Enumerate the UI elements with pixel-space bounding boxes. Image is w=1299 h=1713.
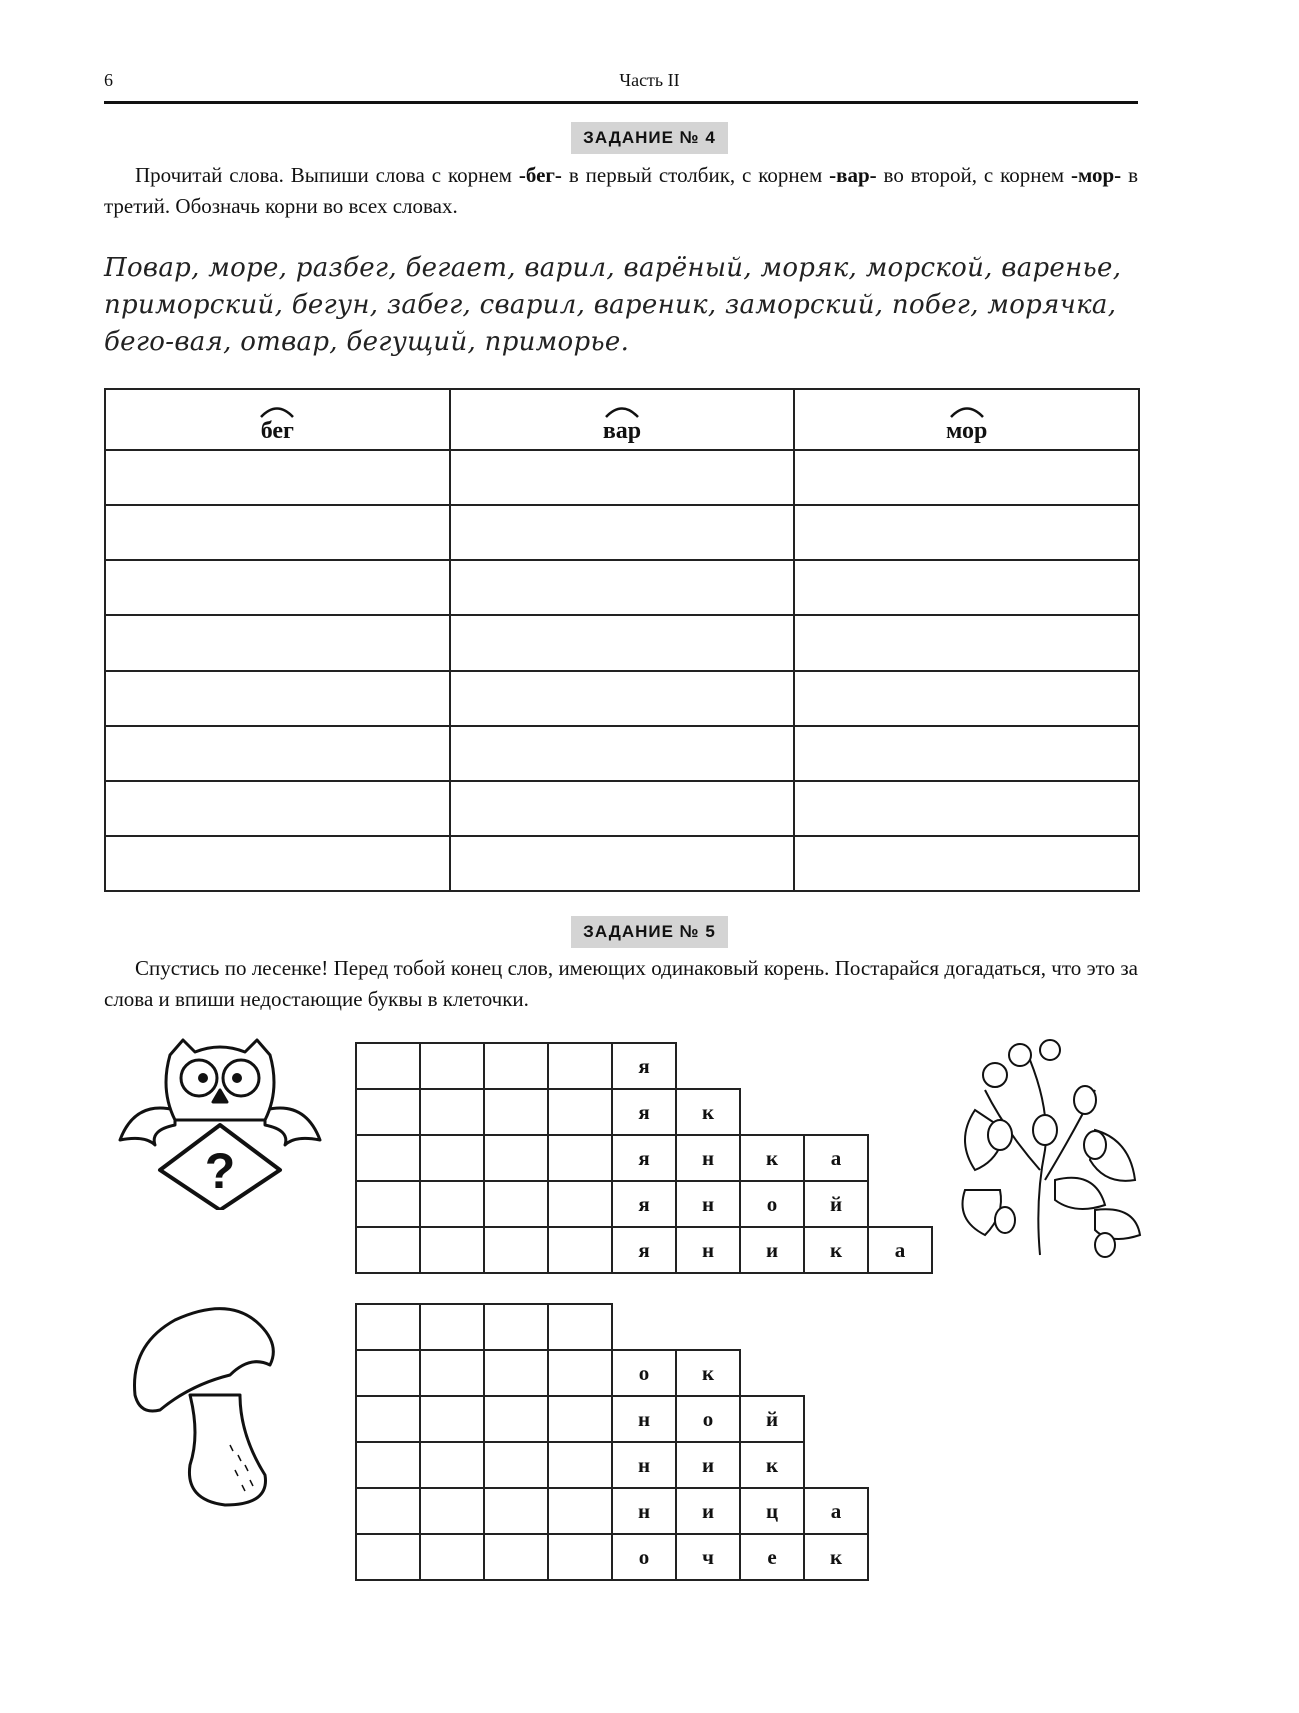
empty-letter-cell[interactable] [420,1396,484,1442]
root-column-header [794,389,1139,450]
empty-letter-cell[interactable] [356,1089,420,1135]
ladder-spacer [804,1442,868,1488]
task4-label: ЗАДАНИЕ № 4 [571,122,728,154]
given-letter-cell: о [612,1534,676,1580]
empty-letter-cell[interactable] [420,1350,484,1396]
answer-cell[interactable] [105,505,450,560]
given-letter-cell: я [612,1181,676,1227]
answer-cell[interactable] [450,615,795,670]
answer-cell[interactable] [794,560,1139,615]
empty-letter-cell[interactable] [420,1181,484,1227]
ladder-spacer [612,1304,676,1350]
instruction-segment: Прочитай слова. Выпиши слова с корнем [135,163,519,187]
given-letter-cell: к [804,1534,868,1580]
mushroom-icon [130,1305,295,1510]
table-row [105,505,1139,560]
question-mark: ? [204,1143,236,1199]
owl-question-icon [115,1030,325,1210]
roots-table-header [105,389,1139,450]
answer-cell[interactable] [105,836,450,891]
ladder-spacer [804,1396,868,1442]
empty-letter-cell[interactable] [420,1227,484,1273]
root-label [946,418,987,445]
root-text: мор [945,418,988,444]
empty-letter-cell[interactable] [484,1181,548,1227]
ladder-spacer [804,1043,868,1089]
roots-table-body [105,450,1139,891]
given-letter-cell: н [676,1181,740,1227]
given-letter-cell: к [804,1227,868,1273]
empty-letter-cell[interactable] [484,1350,548,1396]
given-letter-cell: о [676,1396,740,1442]
answer-cell[interactable] [105,781,450,836]
task4-label-wrap [0,122,1299,154]
root-arc-icon [604,404,640,418]
strawberry-plant-icon [945,1020,1145,1260]
given-letter-cell: я [612,1135,676,1181]
given-letter-cell: а [804,1135,868,1181]
ladder-row [356,1396,868,1442]
given-letter-cell: н [612,1442,676,1488]
table-row [105,781,1139,836]
answer-cell[interactable] [794,671,1139,726]
ladder-spacer [868,1043,932,1089]
ladder2-grid [355,1303,869,1581]
answer-cell[interactable] [450,505,795,560]
empty-letter-cell[interactable] [548,1488,612,1534]
answer-cell[interactable] [794,505,1139,560]
empty-letter-cell[interactable] [356,1304,420,1350]
ladder-row [356,1227,932,1273]
empty-letter-cell[interactable] [484,1304,548,1350]
task5-instruction [104,953,1138,1015]
ladder-spacer [804,1304,868,1350]
roots-table [104,388,1140,892]
ladder-spacer [676,1043,740,1089]
empty-letter-cell[interactable] [356,1227,420,1273]
ladder-row [356,1534,868,1580]
answer-cell[interactable] [450,781,795,836]
root-highlight: -мор- [1070,163,1122,187]
table-row [105,836,1139,891]
empty-letter-cell[interactable] [548,1135,612,1181]
ladder-row [356,1488,868,1534]
given-letter-cell: я [612,1043,676,1089]
empty-letter-cell[interactable] [356,1396,420,1442]
root-column-header [450,389,795,450]
ladder-spacer [868,1181,932,1227]
answer-cell[interactable] [105,671,450,726]
empty-letter-cell[interactable] [548,1396,612,1442]
empty-letter-cell[interactable] [548,1304,612,1350]
ladder-row [356,1135,932,1181]
empty-letter-cell[interactable] [484,1089,548,1135]
table-row [105,450,1139,505]
empty-letter-cell[interactable] [484,1488,548,1534]
empty-letter-cell[interactable] [420,1089,484,1135]
task5-label: ЗАДАНИЕ № 5 [571,916,728,948]
empty-letter-cell[interactable] [356,1043,420,1089]
given-letter-cell: н [612,1396,676,1442]
ladder-row [356,1304,868,1350]
table-row [105,560,1139,615]
task4-instruction-text [104,163,1138,218]
given-letter-cell: я [612,1227,676,1273]
ladder-row [356,1181,932,1227]
given-letter-cell: н [612,1488,676,1534]
ladder-row [356,1043,932,1089]
given-letter-cell: н [676,1227,740,1273]
answer-cell[interactable] [105,560,450,615]
instruction-segment: в первый столбик, с корнем [561,163,830,187]
answer-cell[interactable] [794,836,1139,891]
task4-word-list: Повар, море, разбег, бегает, варил, варёный, моряк, морской, варенье, приморский, бегун, забег, сварил, вареник, заморский, побег, морячка, бего-вая, отвар, бегущий, приморье. [104,253,1122,357]
empty-letter-cell[interactable] [356,1534,420,1580]
answer-cell[interactable] [105,450,450,505]
table-row [105,726,1139,781]
empty-letter-cell[interactable] [420,1488,484,1534]
empty-letter-cell[interactable] [484,1043,548,1089]
answer-cell[interactable] [450,836,795,891]
part-title: Часть II [619,70,680,90]
given-letter-cell: я [612,1089,676,1135]
answer-cell[interactable] [105,726,450,781]
empty-letter-cell[interactable] [356,1135,420,1181]
empty-letter-cell[interactable] [548,1227,612,1273]
ladder-spacer [804,1350,868,1396]
empty-letter-cell[interactable] [484,1442,548,1488]
empty-letter-cell[interactable] [420,1304,484,1350]
empty-letter-cell[interactable] [548,1350,612,1396]
empty-letter-cell[interactable] [548,1089,612,1135]
ladder-spacer [868,1135,932,1181]
table-row [105,671,1139,726]
given-letter-cell: и [676,1488,740,1534]
ladder-spacer [676,1304,740,1350]
answer-cell[interactable] [450,450,795,505]
given-letter-cell: ч [676,1534,740,1580]
empty-letter-cell[interactable] [548,1534,612,1580]
root-highlight: -вар- [829,163,877,187]
given-letter-cell: к [676,1089,740,1135]
task4-instruction [104,160,1138,222]
given-letter-cell: а [804,1488,868,1534]
page-number: 6 [104,70,113,90]
given-letter-cell: й [740,1396,804,1442]
empty-letter-cell[interactable] [356,1442,420,1488]
empty-letter-cell[interactable] [420,1043,484,1089]
given-letter-cell: ц [740,1488,804,1534]
empty-letter-cell[interactable] [484,1135,548,1181]
empty-letter-cell[interactable] [484,1396,548,1442]
task5-label-wrap [0,916,1299,948]
given-letter-cell: и [676,1442,740,1488]
given-letter-cell: и [740,1227,804,1273]
given-letter-cell: о [740,1181,804,1227]
root-column-header [105,389,450,450]
instruction-segment: во второй, с корнем [876,163,1071,187]
answer-cell[interactable] [794,726,1139,781]
header-rule [104,101,1138,104]
given-letter-cell: н [676,1135,740,1181]
ladder-row [356,1089,932,1135]
empty-letter-cell[interactable] [420,1135,484,1181]
ladder-spacer [740,1043,804,1089]
empty-letter-cell[interactable] [420,1534,484,1580]
empty-letter-cell[interactable] [484,1534,548,1580]
root-label [261,418,294,445]
answer-cell[interactable] [794,450,1139,505]
ladder-spacer [740,1304,804,1350]
ladder-spacer [740,1089,804,1135]
given-letter-cell: й [804,1181,868,1227]
root-label [603,418,641,445]
root-text: вар [602,418,642,444]
root-arc-icon [259,404,295,418]
empty-letter-cell[interactable] [356,1350,420,1396]
given-letter-cell: к [676,1350,740,1396]
given-letter-cell: е [740,1534,804,1580]
ladder-row [356,1350,868,1396]
ladder-spacer [740,1350,804,1396]
answer-cell[interactable] [794,781,1139,836]
empty-letter-cell[interactable] [548,1043,612,1089]
given-letter-cell: о [612,1350,676,1396]
empty-letter-cell[interactable] [420,1442,484,1488]
ladder-spacer [804,1089,868,1135]
ladder-row [356,1442,868,1488]
given-letter-cell: к [740,1442,804,1488]
empty-letter-cell[interactable] [484,1227,548,1273]
empty-letter-cell[interactable] [356,1181,420,1227]
root-text: бег [260,418,294,444]
ladder-spacer [868,1089,932,1135]
answer-cell[interactable] [450,671,795,726]
given-letter-cell: а [868,1227,932,1273]
given-letter-cell: к [740,1135,804,1181]
answer-cell[interactable] [105,615,450,670]
empty-letter-cell[interactable] [548,1442,612,1488]
ladder1-grid [355,1042,933,1274]
empty-letter-cell[interactable] [548,1181,612,1227]
answer-cell[interactable] [794,615,1139,670]
answer-cell[interactable] [450,726,795,781]
root-arc-icon [949,404,985,418]
instruction-segment: в третий. Обозначь корни во всех словах. [104,163,1138,218]
root-highlight: -бег- [518,163,562,187]
empty-letter-cell[interactable] [356,1488,420,1534]
task5-instruction-text: Спустись по лесенке! Перед тобой конец слов, имеющих одинаковый корень. Постарайся догадаться, что это за слова и впиши недостающие буквы в клеточки. [104,956,1138,1011]
table-row [105,615,1139,670]
answer-cell[interactable] [450,560,795,615]
